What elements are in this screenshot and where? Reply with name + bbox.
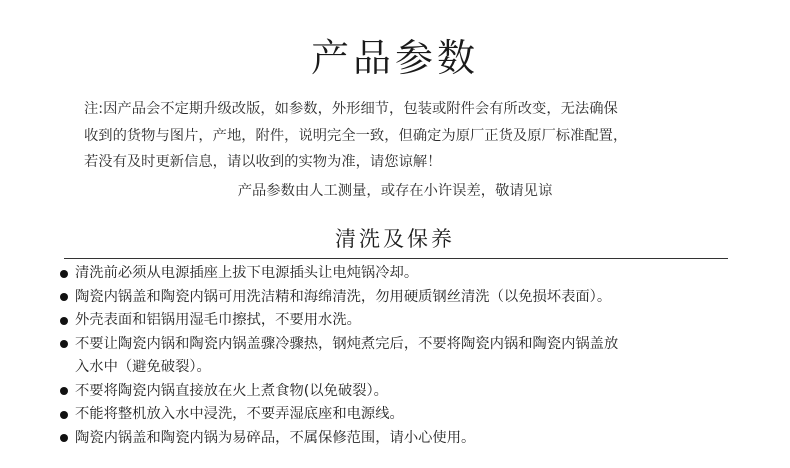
section-divider xyxy=(64,258,728,259)
notice-paragraph xyxy=(84,96,724,176)
list-item xyxy=(60,427,750,451)
notice-line: 收到的货物与图片，产地，附件，说明完全一致，但确定为原厂正货及原厂标准配置， xyxy=(84,127,628,144)
bullet-icon xyxy=(60,317,68,325)
measurement-note: 产品参数由人工测量，或存在小许误差，敬请见谅 xyxy=(237,183,553,199)
bullet-icon xyxy=(60,411,68,419)
list-item xyxy=(60,333,750,380)
care-section-title: 清洗及保养 xyxy=(335,227,455,251)
list-item xyxy=(60,380,750,404)
list-item-text-continued: 入水中（避免破裂）。 xyxy=(75,359,211,375)
notice-line: 注:因产品会不定期升级改版，如参数，外形细节，包装或附件会有所改变，无法确保 xyxy=(84,101,618,117)
list-item xyxy=(60,403,750,427)
list-item-text: 不能将整机放入水中浸洗，不要弄湿底座和电源线。 xyxy=(75,406,404,422)
list-item-text: 不要将陶瓷内锅直接放在火上煮食物(以免破裂）。 xyxy=(75,382,388,399)
bullet-icon xyxy=(60,434,68,442)
list-item-text: 清洗前必须从电源插座上拔下电源插头让电炖锅冷却。 xyxy=(75,265,419,281)
notice-line: 若没有及时更新信息，请以收到的实物为准，请您谅解！ xyxy=(84,154,442,170)
bullet-icon xyxy=(60,270,68,278)
list-item xyxy=(60,309,750,333)
page-title: 产品参数 xyxy=(310,36,479,80)
list-item-text: 外壳表面和铝锅用湿毛巾擦拭，不要用水洗。 xyxy=(75,312,361,328)
list-item xyxy=(60,286,750,310)
care-instructions-list xyxy=(60,262,750,450)
list-item-text: 不要让陶瓷内锅和陶瓷内锅盖骤冷骤热，钢炖煮完后，不要将陶瓷内锅和陶瓷内锅盖放 xyxy=(75,335,619,352)
list-item-text: 陶瓷内锅盖和陶瓷内锅为易碎品，不属保修范围，请小心使用。 xyxy=(75,429,476,446)
bullet-icon xyxy=(60,293,68,301)
list-item xyxy=(60,262,750,286)
bullet-icon xyxy=(60,340,68,348)
bullet-icon xyxy=(60,387,68,395)
list-item-text: 陶瓷内锅盖和陶瓷内锅可用洗洁精和海绵清洗，勿用硬质钢丝清洗（以免损坏表面）。 xyxy=(75,288,612,305)
